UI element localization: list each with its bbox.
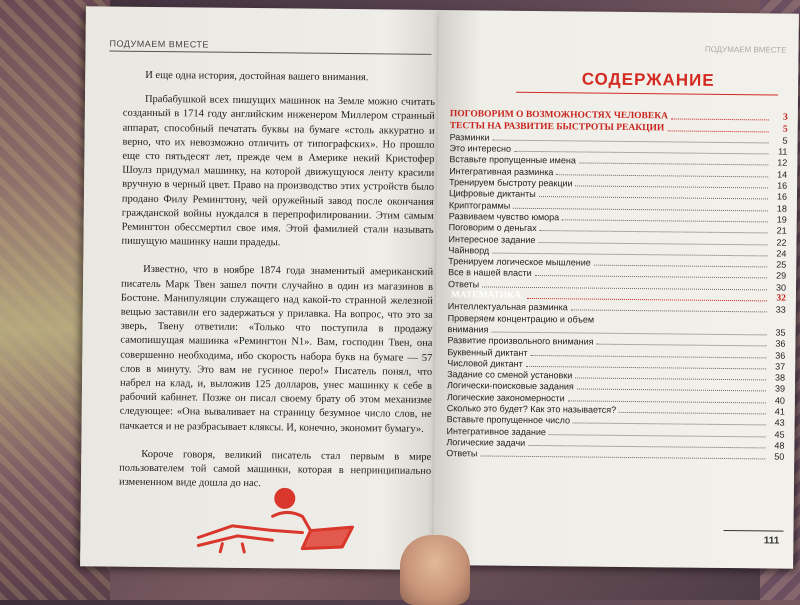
toc-entry-page: 45 — [768, 429, 784, 439]
toc-entry-label: Поговорим о деньгах — [449, 222, 537, 233]
toc-entry-page: 30 — [770, 282, 786, 292]
toc-entry-page: 29 — [770, 271, 786, 281]
toc-entry-page: 37 — [769, 361, 785, 371]
toc-entry-page: 25 — [770, 260, 786, 270]
toc-entry-label: Криптограммы — [449, 200, 510, 211]
toc-entry-label: Тренируем логическое мышление — [448, 256, 591, 267]
reading-child-illustration — [192, 485, 363, 557]
toc-entry-label: Чайнворд — [448, 245, 489, 255]
toc-entry-label: Буквенный диктант — [447, 347, 527, 358]
toc-entry-page: 48 — [768, 440, 784, 450]
paragraph: Известно, что в ноябре 1874 года знаменитый американский писатель Марк Твен зашел почти случайно в один из магазинов в Бостоне. Манипуляции служащего над какой-то странной железной вещью заставили его задержаться у прилавка. На вопрос, что это за зверь, Твену ответили: «Только что поступила в продажу самопишущая машинка «Ремингтон N1». Вам, господин Твен, она совершенно необходима, ибо скорость набора букв на бумаге — 57 слов в минуту. Это вам не гусиное перо!» Писатель понял, что набрел на клад, и, выложив 125 долларов, унес машинку к себе в рабочий кабинет. Позже он писал своему брату об этом механизме следующее: «Она вываливает на страницу безумное число слов, не пачкается и не разбрасывает кляксы. И, конечно, экономит бумагу». — [119, 263, 433, 437]
toc-entry-label: Логические закономерности — [447, 392, 565, 403]
toc-entry-label: Тренируем быстроту реакции — [449, 177, 573, 188]
page-number: 111 — [764, 535, 780, 546]
toc-entry-label: Цифровые диктанты — [449, 188, 536, 199]
right-page — [433, 10, 799, 569]
toc-entry-page: 5 — [772, 135, 788, 145]
toc-entry-label: Проверяем концентрацию и объем — [448, 313, 595, 325]
toc-title: СОДЕРЖАНИЕ — [528, 69, 768, 92]
toc-entry-label: Задание со сменой установки — [447, 369, 572, 380]
toc-entry-page: 16 — [771, 192, 787, 202]
toc-entry-page: 21 — [771, 226, 787, 236]
toc-entry-label: Сколько это будет? Как это называется? — [447, 403, 616, 415]
toc-entry-page: 24 — [770, 248, 786, 258]
right-running-head: ПОДУМАЕМ ВМЕСТЕ — [705, 45, 787, 55]
paragraph: Прабабушкой всех пишущих машинок на Земле можно считать созданный в 1714 году английским инженером Миллером странный аппарат, способный печатать буквы на бумаге «столь аккуратно и верно, что их невозможно отличить от типографских». Но прошло еще сто пятьдесят лет, прежде чем в Америке некий Кристофер Шоулз придумал машинку, на которой движущуюся ленту красили вручную в черный цвет. Право на производство этих устройств было продано Филу Ремингтону, чей оружейный завод после окончания гражданской войны нуждался в перепрофилировании. Этим самым Ремингтон обессмертил свое имя. Этой фамилией стали называть пишущую машинку наши прадеды. — [121, 93, 435, 252]
toc-entry-page: 33 — [770, 305, 786, 315]
left-header-rule — [109, 51, 431, 55]
toc-entry-label: Развитие произвольного внимания — [447, 335, 593, 347]
toc-entry-page: 32 — [770, 294, 786, 304]
toc-entry-label: ТЕСТЫ НА РАЗВИТИЕ БЫСТРОТЫ РЕАКЦИИ — [450, 121, 665, 133]
toc-entry-page: 35 — [770, 327, 786, 337]
toc-entry-page: 43 — [769, 418, 785, 428]
toc-entry-page: 14 — [771, 169, 787, 179]
paragraph: И еще одна история, достойная вашего внимания. — [123, 69, 435, 86]
paragraph: Короче говоря, великий писатель стал первым в мире пользователем той самой машинки, которая в непринципиально измененном виде дошла до нас. — [119, 448, 431, 494]
toc-entry-label: Числовой диктант — [447, 358, 523, 369]
toc-entry-page: 22 — [770, 237, 786, 247]
toc-entry-page: 39 — [769, 384, 785, 394]
left-running-head: ПОДУМАЕМ ВМЕСТЕ — [110, 39, 209, 50]
toc-entry-page: 12 — [771, 158, 787, 168]
toc-leader-dots — [671, 119, 769, 121]
toc-entry-label: МАТЕМАТИКА — [448, 290, 524, 301]
toc-entry-label: Разминки — [450, 132, 490, 142]
page-number-rule — [723, 530, 783, 532]
toc-title-rule — [516, 92, 778, 96]
toc-entry-label: Интегративная разминка — [449, 166, 553, 177]
toc-entry-label: Логически-поисковые задания — [447, 381, 574, 392]
toc-entry-label: Интегративное задание — [446, 426, 545, 437]
toc-entry-page: 38 — [769, 373, 785, 383]
toc-entry-page: 5 — [772, 124, 788, 134]
toc-entry-label: Это интересно — [449, 143, 511, 154]
toc-entry-label: Все в нашей власти — [448, 268, 532, 279]
toc-entry-label: Вставьте пропущенное число — [447, 414, 571, 425]
left-page — [80, 6, 441, 570]
toc-entry-page: 19 — [771, 214, 787, 224]
toc-entry-label: Ответы — [448, 279, 479, 289]
toc-entry-label: Ответы — [446, 448, 477, 458]
toc-entry-label: Вставьте пропущенные имена — [449, 155, 576, 166]
left-body-text — [119, 69, 436, 504]
toc-entry-label: Интеллектуальная разминка — [448, 301, 568, 312]
toc-entry-label: Интересное задание — [448, 234, 535, 245]
toc-leader-dots — [619, 412, 766, 415]
toc-entry-page: 16 — [771, 181, 787, 191]
toc-entry-page: 50 — [768, 452, 784, 462]
toc-entry-page: 11 — [771, 147, 787, 157]
toc-entry-label: Развиваем чувство юмора — [449, 211, 560, 222]
toc-entry-page: 40 — [769, 395, 785, 405]
toc-entry-page: 3 — [772, 113, 788, 123]
toc-entry-page: 41 — [769, 406, 785, 416]
toc-entry — [446, 447, 784, 462]
thumb — [400, 535, 470, 605]
toc-entry-label: ПОГОВОРИМ О ВОЗМОЖНОСТЯХ ЧЕЛОВЕКА — [450, 109, 668, 121]
toc-leader-dots — [667, 130, 768, 132]
toc-entry-page: 36 — [769, 350, 785, 360]
table-of-contents — [446, 108, 788, 462]
toc-entry-page: 18 — [771, 203, 787, 213]
toc-entry-page: 36 — [769, 339, 785, 349]
toc-entry-label: внимания — [448, 324, 489, 334]
toc-entry-label: Логические задачи — [446, 437, 525, 448]
open-book — [80, 6, 798, 573]
toc-leader-dots — [480, 456, 765, 460]
